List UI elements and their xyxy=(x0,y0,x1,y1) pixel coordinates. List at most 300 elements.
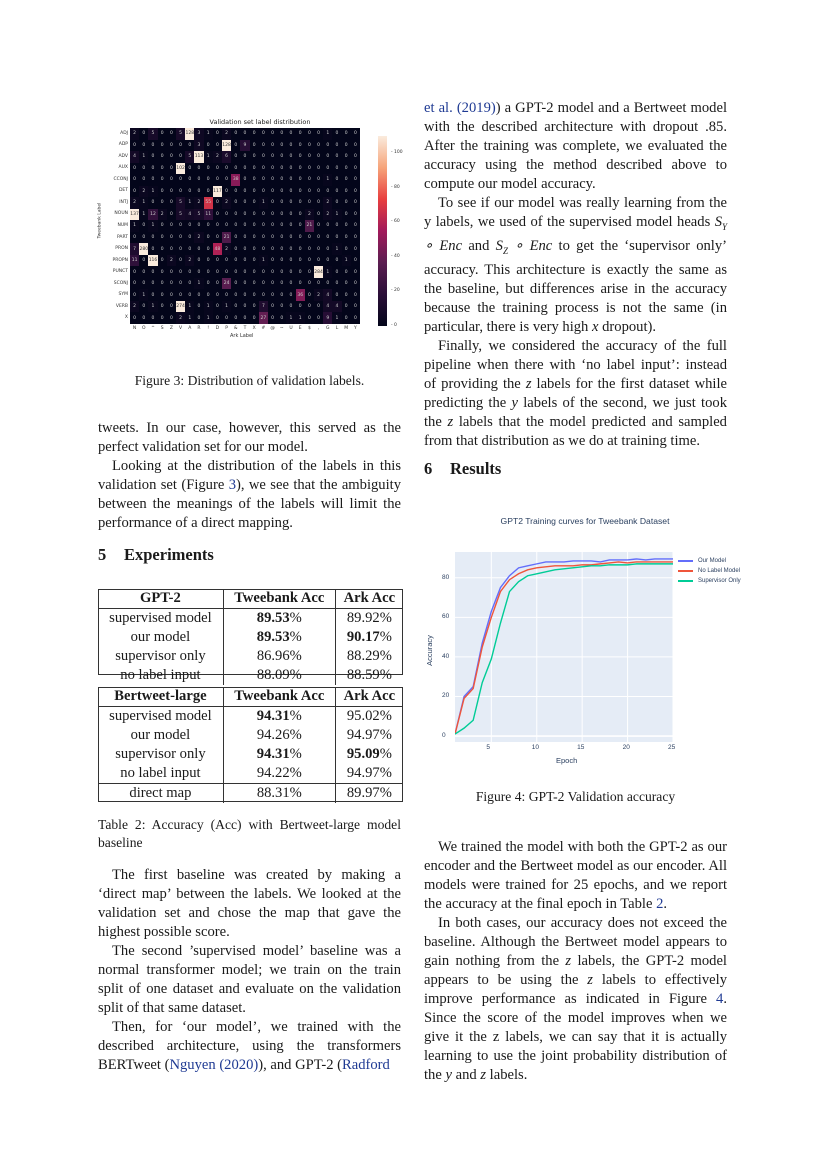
heatmap-cell: 0 xyxy=(259,174,268,186)
heatmap-cell: 12 xyxy=(148,209,157,221)
heatmap-cell: 0 xyxy=(240,186,249,198)
heatmap-cell: 0 xyxy=(240,128,249,140)
heatmap-cell: 1 xyxy=(148,220,157,232)
heatmap-cell: 0 xyxy=(240,312,249,324)
heatmap-cell: 0 xyxy=(213,312,222,324)
heatmap-cell: 0 xyxy=(176,255,185,267)
heatmap-cell: 0 xyxy=(231,301,240,313)
heatmap-cell: 0 xyxy=(342,163,351,175)
heatmap-cell: 0 xyxy=(222,289,231,301)
table-cell: 88.59% xyxy=(346,667,392,683)
heatmap-cell: 0 xyxy=(305,255,314,267)
heatmap-cell: 0 xyxy=(240,278,249,290)
heatmap-cell: 11 xyxy=(204,209,213,221)
heatmap-cell: 0 xyxy=(277,186,286,198)
heatmap-cell: 0 xyxy=(286,128,295,140)
heatmap-cell: 0 xyxy=(231,312,240,324)
heatmap-cell: 0 xyxy=(231,232,240,244)
heatmap-row-label: NOUN xyxy=(114,211,128,217)
heatmap-cell: 0 xyxy=(259,289,268,301)
table-row xyxy=(98,647,403,666)
heatmap-cell: 0 xyxy=(139,278,148,290)
heatmap-cell: 2 xyxy=(130,301,139,313)
heatmap-cell: 0 xyxy=(277,140,286,152)
heatmap-cell: 1 xyxy=(194,278,203,290)
heatmap-cell: 2 xyxy=(305,209,314,221)
heatmap-cell: 0 xyxy=(259,186,268,198)
heatmap-cell: 0 xyxy=(305,151,314,163)
heatmap-cell: 0 xyxy=(130,140,139,152)
heatmap-cell: 0 xyxy=(342,243,351,255)
heatmap-row-label: PROPN xyxy=(112,257,128,263)
figure-3-heatmap xyxy=(97,118,410,348)
heatmap-cell: 0 xyxy=(314,278,323,290)
heatmap-cell: 2 xyxy=(222,197,231,209)
heatmap-cell: 0 xyxy=(296,301,305,313)
heatmap-cell: 0 xyxy=(194,289,203,301)
heatmap-col-label: S xyxy=(160,326,164,331)
heatmap-cell: 0 xyxy=(240,255,249,267)
heatmap-cell: 0 xyxy=(204,255,213,267)
heatmap-cell: 102 xyxy=(176,163,185,175)
heatmap-cell: 0 xyxy=(323,243,332,255)
heatmap-cell: 0 xyxy=(167,312,176,324)
table-row xyxy=(98,707,403,727)
heatmap-cell: 0 xyxy=(305,301,314,313)
heatmap-grid xyxy=(130,128,360,324)
table-cell: our model xyxy=(98,628,223,647)
heatmap-cell: 0 xyxy=(231,140,240,152)
heatmap-col-label: @ xyxy=(270,326,275,331)
x-tick: 15 xyxy=(577,744,585,751)
heatmap-colorbar xyxy=(378,136,387,326)
heatmap-cell: 0 xyxy=(314,174,323,186)
heatmap-cell: 0 xyxy=(213,163,222,175)
y-tick: 20 xyxy=(442,692,450,700)
heatmap-cell: 1 xyxy=(286,312,295,324)
heatmap-cell: 0 xyxy=(305,243,314,255)
heatmap-col-label: E xyxy=(298,326,302,331)
heatmap-col-label: & xyxy=(234,326,238,331)
heatmap-cell: 0 xyxy=(139,232,148,244)
series-line xyxy=(455,559,673,734)
heatmap-cell: 9 xyxy=(240,140,249,152)
heatmap-cell: 0 xyxy=(185,289,194,301)
heatmap-cell: 0 xyxy=(213,266,222,278)
heatmap-cell: 0 xyxy=(194,312,203,324)
heatmap-cell: 0 xyxy=(167,140,176,152)
table-header: Bertweet-large xyxy=(98,687,223,707)
heatmap-cell: 0 xyxy=(250,163,259,175)
heatmap-cell: 1 xyxy=(323,174,332,186)
heatmap-cell: 0 xyxy=(259,232,268,244)
heatmap-cell: 0 xyxy=(332,232,341,244)
heatmap-cell: 0 xyxy=(286,163,295,175)
heatmap-cell: 0 xyxy=(296,243,305,255)
heatmap-cell: 0 xyxy=(167,151,176,163)
heatmap-cell: 0 xyxy=(194,301,203,313)
heatmap-cell: 0 xyxy=(286,151,295,163)
heatmap-cell: 0 xyxy=(277,255,286,267)
line-plot xyxy=(455,552,673,742)
heatmap-cell: 0 xyxy=(139,220,148,232)
heatmap-col-label: ! xyxy=(207,326,210,331)
heatmap-cell: 0 xyxy=(148,197,157,209)
heatmap-cell: 0 xyxy=(204,232,213,244)
heatmap-cell: 0 xyxy=(240,289,249,301)
heatmap-cell: 0 xyxy=(185,174,194,186)
heatmap-cell: 0 xyxy=(314,140,323,152)
heatmap-cell: 0 xyxy=(213,209,222,221)
heatmap-cell: 0 xyxy=(194,186,203,198)
heatmap-cell: 0 xyxy=(332,151,341,163)
heatmap-row-label: ADJ xyxy=(120,130,128,136)
left-column-text-bottom xyxy=(98,866,401,1075)
heatmap-cell: 0 xyxy=(259,140,268,152)
table-row: direct map 88.31% 89.97% xyxy=(98,784,403,804)
heatmap-cell: 0 xyxy=(259,266,268,278)
y-tick: 40 xyxy=(442,652,450,660)
chart-title: GPT2 Training curves for Tweebank Dataset xyxy=(500,516,670,526)
heatmap-cell: 0 xyxy=(259,151,268,163)
heatmap-col-label: R xyxy=(197,326,201,331)
figure-4-caption: Figure 4: GPT-2 Validation accuracy xyxy=(475,789,676,804)
x-tick: 10 xyxy=(531,744,539,751)
heatmap-cell: 1 xyxy=(332,209,341,221)
table-header: Ark Acc xyxy=(335,589,403,609)
heatmap-cell: 0 xyxy=(240,151,249,163)
heatmap-cell: 0 xyxy=(240,197,249,209)
heatmap-cell: 0 xyxy=(158,151,167,163)
heatmap-cell: 0 xyxy=(222,174,231,186)
heatmap-cell: 0 xyxy=(332,128,341,140)
heatmap-cell: 0 xyxy=(305,163,314,175)
figure-ref-link[interactable]: 4 xyxy=(716,991,724,1007)
heatmap-cell: 0 xyxy=(204,140,213,152)
citation-link[interactable]: Radford xyxy=(342,1057,390,1073)
heatmap-cell: 0 xyxy=(148,289,157,301)
heatmap-cell: 2 xyxy=(130,197,139,209)
heatmap-cell: 0 xyxy=(231,128,240,140)
heatmap-cell: 38 xyxy=(231,174,240,186)
heatmap-cell: 0 xyxy=(296,186,305,198)
heatmap-cell: 0 xyxy=(323,232,332,244)
heatmap-cell: 0 xyxy=(185,266,194,278)
table-cell: 88.29% xyxy=(346,648,392,664)
heatmap-cell: 0 xyxy=(286,243,295,255)
series-line xyxy=(455,562,673,734)
table-cell: 86.96% xyxy=(223,647,335,666)
heatmap-cell: 2 xyxy=(158,209,167,221)
heatmap-cell: 0 xyxy=(277,266,286,278)
heatmap-cell: 0 xyxy=(158,220,167,232)
right-column-text-top xyxy=(424,99,727,451)
heatmap-col-label: $ xyxy=(307,326,311,331)
heatmap-cell: 0 xyxy=(286,255,295,267)
heatmap-cell: 2 xyxy=(323,209,332,221)
x-axis-label: Epoch xyxy=(556,756,578,765)
heatmap-cell: 0 xyxy=(314,312,323,324)
heatmap-cell: 0 xyxy=(286,186,295,198)
heatmap-cell: 0 xyxy=(286,209,295,221)
heatmap-col-label: D xyxy=(215,326,220,331)
heatmap-cell: 0 xyxy=(351,209,360,221)
heatmap-cell: 0 xyxy=(286,278,295,290)
heatmap-cell: 1 xyxy=(139,197,148,209)
heatmap-cell: 3 xyxy=(194,128,203,140)
heatmap-cell: 0 xyxy=(185,278,194,290)
heatmap-cell: 4 xyxy=(323,301,332,313)
heatmap-cell: 0 xyxy=(231,220,240,232)
paragraph: The second ’supervised model’ baseline was a normal transformer model; we train on the train split of one dataset and evaluate on the validation split of that same dataset. xyxy=(98,943,401,1016)
left-column-text-top xyxy=(98,419,401,533)
heatmap-cell: 0 xyxy=(351,232,360,244)
heatmap-cell: 0 xyxy=(176,266,185,278)
heatmap-col-label: Z xyxy=(169,326,173,331)
heatmap-cell: 4 xyxy=(323,289,332,301)
heatmap-cell: 5 xyxy=(148,128,157,140)
heatmap-cell: 0 xyxy=(268,163,277,175)
heatmap-cell: 0 xyxy=(213,174,222,186)
heatmap-cell: 0 xyxy=(213,232,222,244)
heatmap-row-label: SCONJ xyxy=(113,280,128,286)
heatmap-cell: 0 xyxy=(240,174,249,186)
heatmap-cell: 0 xyxy=(130,186,139,198)
heatmap-cell: 0 xyxy=(222,266,231,278)
heatmap-cell: 0 xyxy=(277,174,286,186)
table-ref-link[interactable]: 2 xyxy=(656,896,664,912)
heatmap-cell: 2 xyxy=(222,128,231,140)
heatmap-cell: 0 xyxy=(351,312,360,324)
heatmap-cell: 0 xyxy=(332,163,341,175)
heatmap-cell: 0 xyxy=(296,220,305,232)
table-cell: no label input xyxy=(98,666,223,685)
heatmap-cell: 0 xyxy=(314,255,323,267)
heatmap-cell: 0 xyxy=(148,312,157,324)
heatmap-cell: 0 xyxy=(286,289,295,301)
heatmap-cell: 0 xyxy=(342,232,351,244)
figure-4-line-chart xyxy=(420,510,750,770)
heatmap-cell: 0 xyxy=(167,278,176,290)
heatmap-row-label: X xyxy=(124,315,128,321)
heatmap-cell: 0 xyxy=(250,312,259,324)
heatmap-cell: 0 xyxy=(351,163,360,175)
heatmap-cell: 0 xyxy=(314,151,323,163)
legend-item[interactable] xyxy=(678,576,741,586)
heatmap-cell: 2 xyxy=(314,289,323,301)
heatmap-cell: 0 xyxy=(342,266,351,278)
heatmap-row-label: SYM xyxy=(118,292,128,298)
paragraph: To see if our model was really learning from the y labels, we used of the supervised model heads $S_Y$ ∘ Enc and $S_Z$ ∘ Enc to get the ‘supervisor only’ accuracy. This architecture is exactly the same as the baseline, but differences arise in the accuracy because the training process is not the same (in particular, there is very high x dropout). xyxy=(424,195,728,335)
heatmap-cell: 0 xyxy=(277,278,286,290)
heatmap-cell: 0 xyxy=(342,220,351,232)
heatmap-cell: 0 xyxy=(296,232,305,244)
citation-link[interactable]: Nguyen (2020) xyxy=(169,1057,259,1073)
heatmap-cell: 0 xyxy=(296,209,305,221)
heatmap-cell: 5 xyxy=(176,197,185,209)
table-header: Tweebank Acc xyxy=(223,687,335,707)
figure-ref-link[interactable]: 3 xyxy=(228,477,236,493)
legend-item[interactable] xyxy=(678,556,741,566)
heatmap-cell: 0 xyxy=(231,255,240,267)
heatmap-cell: 1 xyxy=(185,301,194,313)
heatmap-cell: 0 xyxy=(305,232,314,244)
section-6-heading: 6 Results xyxy=(424,459,502,478)
heatmap-cell: 0 xyxy=(222,220,231,232)
heatmap-cell: 0 xyxy=(314,209,323,221)
table-cell: 94.22% xyxy=(223,764,335,784)
heatmap-row-label: ADP xyxy=(118,142,128,148)
table-cell: 89.53% xyxy=(223,628,335,647)
heatmap-cell: 0 xyxy=(268,232,277,244)
heatmap-cell: 0 xyxy=(314,301,323,313)
heatmap-col-label: L xyxy=(335,326,339,331)
heatmap-col-label: M xyxy=(344,326,349,331)
heatmap-cell: 0 xyxy=(194,174,203,186)
heatmap-cell: 0 xyxy=(158,140,167,152)
heatmap-cell: 0 xyxy=(185,163,194,175)
heatmap-cell: 0 xyxy=(351,243,360,255)
heatmap-cell: 0 xyxy=(277,301,286,313)
heatmap-cell: 0 xyxy=(351,197,360,209)
heatmap-cell: 0 xyxy=(259,128,268,140)
heatmap-cell: 3 xyxy=(194,140,203,152)
chart-legend xyxy=(678,556,741,586)
paragraph: Then, for ‘our model’, we trained with the described architecture, using the transformers BERTweet (Nguyen (2020)), and GPT-2 (Radford xyxy=(98,1019,401,1073)
x-tick: 25 xyxy=(668,744,676,751)
heatmap-cell: 0 xyxy=(231,209,240,221)
heatmap-cell: 0 xyxy=(286,197,295,209)
heatmap-cell: 1 xyxy=(204,128,213,140)
heatmap-cell: 5 xyxy=(176,209,185,221)
heatmap-cell: 0 xyxy=(323,186,332,198)
heatmap-cell: 9 xyxy=(323,312,332,324)
heatmap-cell: 0 xyxy=(332,278,341,290)
heatmap-cell: 1 xyxy=(130,220,139,232)
heatmap-cell: 0 xyxy=(351,128,360,140)
heatmap-cell: 27 xyxy=(259,312,268,324)
heatmap-row-label: AUX xyxy=(118,165,128,171)
heatmap-cell: 0 xyxy=(286,174,295,186)
heatmap-cell: 0 xyxy=(176,220,185,232)
heatmap-cell: 0 xyxy=(351,255,360,267)
heatmap-cell: 0 xyxy=(250,151,259,163)
heatmap-cell: 0 xyxy=(176,232,185,244)
heatmap-cell: 0 xyxy=(314,186,323,198)
heatmap-cell: 0 xyxy=(259,220,268,232)
heatmap-cell: 0 xyxy=(231,266,240,278)
heatmap-cell: 5 xyxy=(176,128,185,140)
heatmap-cell: 0 xyxy=(158,278,167,290)
heatmap-cell: 0 xyxy=(332,186,341,198)
heatmap-cell: 0 xyxy=(342,289,351,301)
heatmap-cell: 0 xyxy=(296,278,305,290)
heatmap-cell: 0 xyxy=(268,151,277,163)
heatmap-cell: 0 xyxy=(194,243,203,255)
heatmap-cell: 2 xyxy=(323,197,332,209)
heatmap-cell: 128 xyxy=(185,128,194,140)
heatmap-cell: 48 xyxy=(213,243,222,255)
heatmap-cell: 55 xyxy=(204,197,213,209)
paragraph: We trained the model with both the GPT-2 as our encoder and the Bertweet model as our encoder. All models were trained for 25 epochs, and we report the accuracy at the final epoch in Table 2. xyxy=(424,839,727,912)
legend-item[interactable] xyxy=(678,566,741,576)
heatmap-cell: 0 xyxy=(250,289,259,301)
heatmap-col-label: G xyxy=(326,326,330,331)
heatmap-cell: 0 xyxy=(314,243,323,255)
table-cell: 89.92% xyxy=(346,610,392,626)
figure-3-caption: Figure 3: Distribution of validation labels. xyxy=(134,373,365,388)
heatmap-cell: 0 xyxy=(286,232,295,244)
heatmap-cell: 0 xyxy=(204,266,213,278)
heatmap-cell: 0 xyxy=(259,163,268,175)
heatmap-cell: 0 xyxy=(332,289,341,301)
heatmap-cell: 0 xyxy=(323,163,332,175)
heatmap-cell: 0 xyxy=(158,301,167,313)
heatmap-cell: 0 xyxy=(268,278,277,290)
heatmap-cell: 0 xyxy=(176,151,185,163)
heatmap-cell: 0 xyxy=(240,220,249,232)
heatmap-cell: 0 xyxy=(250,278,259,290)
heatmap-cell: 0 xyxy=(167,186,176,198)
heatmap-col-label: A xyxy=(188,326,192,331)
heatmap-cell: 1 xyxy=(323,266,332,278)
heatmap-cell: 0 xyxy=(268,243,277,255)
heatmap-row-label: PART xyxy=(116,234,128,240)
heatmap-cell: 0 xyxy=(213,220,222,232)
heatmap-cell: 0 xyxy=(139,301,148,313)
heatmap-cell: 0 xyxy=(296,151,305,163)
heatmap-cell: 0 xyxy=(342,312,351,324)
table-cell: supervisor only xyxy=(98,745,223,764)
heatmap-cell: 0 xyxy=(314,220,323,232)
heatmap-cell: 0 xyxy=(240,163,249,175)
heatmap-cell: 0 xyxy=(351,289,360,301)
heatmap-cell: 0 xyxy=(194,163,203,175)
table-cell: 88.09% xyxy=(223,666,335,685)
section-5-heading: 5 Experiments xyxy=(98,545,214,564)
heatmap-cell: 0 xyxy=(250,232,259,244)
table-row xyxy=(98,764,403,784)
heatmap-cell: 0 xyxy=(213,128,222,140)
heatmap-cell: 1 xyxy=(148,301,157,313)
heatmap-cell: 2 xyxy=(185,255,194,267)
heatmap-cell: 7 xyxy=(130,243,139,255)
heatmap-cell: 0 xyxy=(296,266,305,278)
heatmap-cell: 0 xyxy=(194,220,203,232)
paragraph: et al. (2019)) a GPT-2 model and a Bertweet model with the described architecture with dropout .85. After the training was complete, we evaluated the accuracy using the method described above to compute our model accuracy. xyxy=(424,100,727,192)
heatmap-row-label: DET xyxy=(118,188,128,194)
heatmap-cell: 0 xyxy=(342,174,351,186)
citation-link[interactable]: et al. (2019) xyxy=(424,100,496,116)
heatmap-cell: 0 xyxy=(305,289,314,301)
heatmap-x-axis-label: Ark Label xyxy=(230,333,254,339)
colorbar-tick: - 100 xyxy=(391,150,403,156)
heatmap-cell: 1 xyxy=(148,186,157,198)
heatmap-cell: 0 xyxy=(332,140,341,152)
heatmap-cell: 1 xyxy=(204,151,213,163)
heatmap-cell: 0 xyxy=(351,220,360,232)
heatmap-cell: 0 xyxy=(130,266,139,278)
paragraph: Finally, we considered the accuracy of the full pipeline when there with ‘no label input’: instead of providing the z labels for the first dataset while predicting the y labels of the second, we just took the z labels that the model predicted and sampled from that distribution as we do at training time. xyxy=(424,337,727,449)
heatmap-cell: 0 xyxy=(231,278,240,290)
heatmap-cell: 0 xyxy=(286,301,295,313)
heatmap-cell: 0 xyxy=(268,289,277,301)
heatmap-cell: 0 xyxy=(167,301,176,313)
heatmap-cell: 1 xyxy=(332,312,341,324)
heatmap-cell: 0 xyxy=(148,163,157,175)
heatmap-cell: 0 xyxy=(268,174,277,186)
colorbar-tick: - 80 xyxy=(391,184,400,190)
